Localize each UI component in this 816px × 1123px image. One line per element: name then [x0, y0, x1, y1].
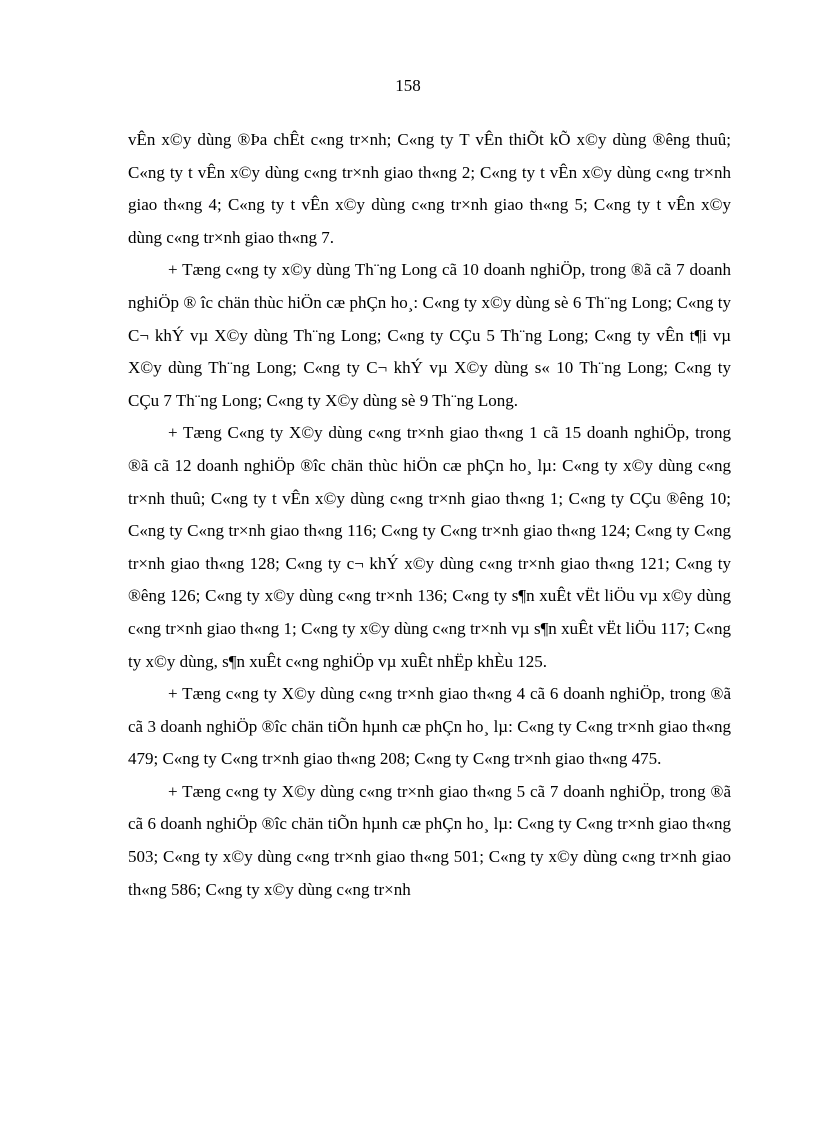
paragraph-cienco-5: + Tæng c«ng ty X©y dùng c«ng tr×nh giao th«ng 5 cã 7 doanh nghiÖp, trong ®ã cã 6 doanh nghiÖp ®îc chän tiÕn hµnh cæ phÇn ho¸ lµ: C«ng ty C«ng tr×nh giao th«ng 503; C«ng ty x©y dùng c«ng tr×nh giao th«ng 501; C«ng ty x©y dùng c«ng tr×nh giao th«ng 586; C«ng ty x©y dùng c«ng tr×nh — [128, 781, 731, 899]
paragraph-cienco-1: + Tæng C«ng ty X©y dùng c«ng tr×nh giao th«ng 1 cã 15 doanh nghiÖp, trong ®ã cã 12 doanh nghiÖp ®îc chän thùc hiÖn cæ phÇn ho¸ lµ: C«ng ty x©y dùng c«ng tr×nh thuû; C«ng ty t vÊn x©y dùng c«ng tr×nh giao th«ng 1; C«ng ty CÇu ®êng 10; C«ng ty C«ng tr×nh giao th«ng 116; C«ng ty C«ng tr×nh giao th«ng 124; C«ng ty C«ng tr×nh giao th«ng 128; C«ng ty c¬ khÝ x©y dùng c«ng tr×nh giao th«ng 121; C«ng ty ®êng 126; C«ng ty x©y dùng c«ng tr×nh 136; C«ng ty s¶n xuÊt vËt liÖu vµ x©y dùng c«ng tr×nh giao th«ng 1; C«ng ty x©y dùng c«ng tr×nh vµ s¶n xuÊt vËt liÖu 117; C«ng ty x©y dùng, s¶n xuÊt c«ng nghiÖp vµ xuÊt nhËp khÈu 125. — [128, 423, 731, 671]
page-number: 158 — [395, 76, 421, 95]
body-text — [128, 124, 731, 906]
paragraph-continuation: vÊn x©y dùng ®Þa chÊt c«ng tr×nh; C«ng ty T vÊn thiÕt kÕ x©y dùng ®êng thuû; C«ng ty t vÊn x©y dùng c«ng tr×nh giao th«ng 2; C«ng ty t vÊn x©y dùng c«ng tr×nh giao th«ng 4; C«ng ty t vÊn x©y dùng c«ng tr×nh giao th«ng 5; C«ng ty t vÊn x©y dùng c«ng tr×nh giao th«ng 7. — [128, 130, 731, 247]
paragraph-thang-long: + Tæng c«ng ty x©y dùng Th¨ng Long cã 10 doanh nghiÖp, trong ®ã cã 7 doanh nghiÖp ® îc chän thùc hiÖn cæ phÇn ho¸: C«ng ty x©y dùng sè 6 Th¨ng Long; C«ng ty C¬ khÝ vµ X©y dùng Th¨ng Long; C«ng ty CÇu 5 Th¨ng Long; C«ng ty vÊn t¶i vµ X©y dùng Th¨ng Long; C«ng ty C¬ khÝ vµ X©y dùng s« 10 Th¨ng Long; C«ng ty CÇu 7 Th¨ng Long; C«ng ty X©y dùng sè 9 Th¨ng Long. — [128, 260, 731, 410]
paragraph-cienco-4: + Tæng c«ng ty X©y dùng c«ng tr×nh giao th«ng 4 cã 6 doanh nghiÖp, trong ®ã cã 3 doanh nghiÖp ®îc chän tiÕn hµnh cæ phÇn ho¸ lµ: C«ng ty C«ng tr×nh giao th«ng 479; C«ng ty C«ng tr×nh giao th«ng 208; C«ng ty C«ng tr×nh giao th«ng 475. — [128, 684, 731, 769]
